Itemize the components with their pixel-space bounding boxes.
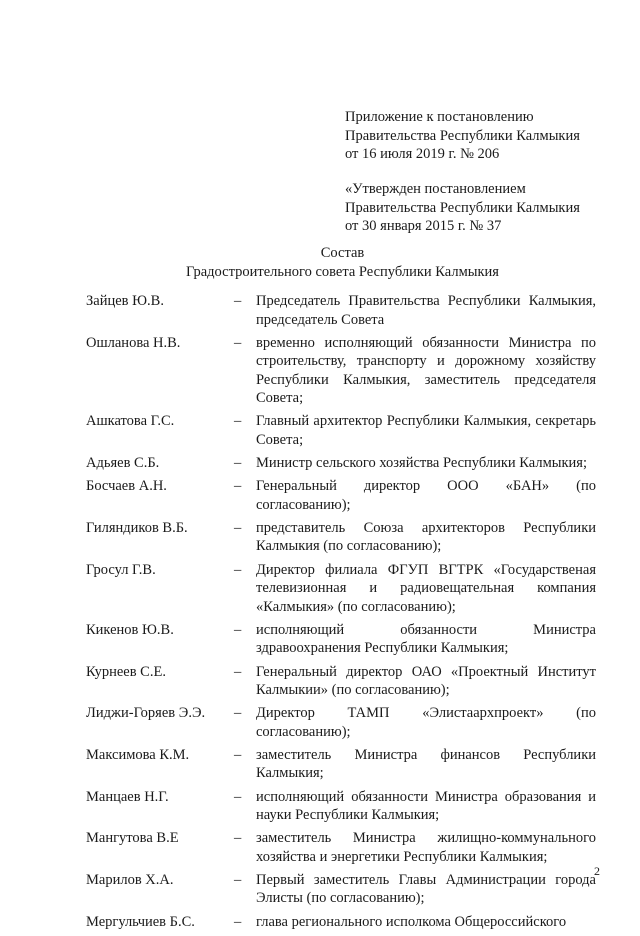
member-position: Министр сельского хозяйства Республики Калмыкия; xyxy=(256,455,588,472)
member-name: Босчаев А.Н. xyxy=(86,478,167,495)
member-row xyxy=(86,704,596,741)
member-name: Максимова К.М. xyxy=(86,746,190,763)
member-position: Первый заместитель Главы Администрации города Элисты (по согласованию); xyxy=(256,871,596,907)
member-name: Кикенов Ю.В. xyxy=(86,621,174,638)
member-name: Зайцев Ю.В. xyxy=(86,293,164,309)
member-position: Генеральный директор ООО «БАН» (по согласованию); xyxy=(256,478,596,513)
member-position: Председатель Правительства Республики Калмыкия, председатель Совета xyxy=(256,293,596,328)
member-position: исполняющий обязанности Министра здравоохранения Республики Калмыкия; xyxy=(256,621,596,657)
member-dash: – xyxy=(234,830,242,847)
member-row xyxy=(86,829,596,866)
member-name: Лиджи-Горяев Э.Э. xyxy=(86,705,206,722)
member-dash: – xyxy=(234,455,242,472)
member-name: Адьяев С.Б. xyxy=(86,455,160,472)
member-dash: – xyxy=(234,519,242,536)
member-row xyxy=(86,621,596,658)
member-position: Генеральный директор ОАО «Проектный Институт Калмыкии» (по согласованию); xyxy=(256,663,596,698)
member-dash: – xyxy=(234,705,242,722)
member-position: представитель Союза архитекторов Республики Калмыкия (по согласованию); xyxy=(256,519,596,555)
member-dash: – xyxy=(234,871,242,888)
member-name: Ошланова Н.В. xyxy=(86,334,181,351)
member-dash: – xyxy=(234,413,242,430)
appendix-header xyxy=(345,108,605,164)
member-row xyxy=(86,663,596,700)
member-row xyxy=(86,561,596,617)
approved-line-3: от 30 января 2015 г. № 37 xyxy=(345,218,502,234)
member-dash: – xyxy=(234,478,242,495)
member-dash: – xyxy=(234,334,242,351)
member-dash: – xyxy=(234,621,242,638)
member-name: Гиляндиков В.Б. xyxy=(86,519,188,536)
member-name: Манцаев Н.Г. xyxy=(86,788,169,805)
member-position: заместитель Министра финансов Республики Калмыкия; xyxy=(256,746,596,782)
member-dash: – xyxy=(234,293,242,309)
approved-header xyxy=(345,180,605,236)
approved-line-2: Правительства Республики Калмыкия xyxy=(345,199,580,216)
member-position: временно исполняющий обязанности Министра по строительству, транспорту и дорожному хозяйству Республики Калмыкия, заместитель председателя Совета; xyxy=(256,334,596,407)
member-row xyxy=(86,746,596,783)
title-line-1: Состав xyxy=(320,245,365,261)
member-dash: – xyxy=(234,746,242,763)
page-number: 2 xyxy=(594,864,600,878)
title-line-2: Градостроительного совета Республики Калмыкия xyxy=(186,263,499,280)
member-row xyxy=(86,519,596,556)
member-position: заместитель Министра жилищно-коммунального хозяйства и энергетики Республики Калмыкия; xyxy=(256,830,596,865)
member-row xyxy=(86,913,596,932)
member-name: Мангутова В.Е xyxy=(86,830,179,847)
member-row xyxy=(86,334,596,408)
member-position: Директор ТАМП «Элистаархпроект» (по согласованию); xyxy=(256,705,596,740)
member-name: Марилов Х.А. xyxy=(86,871,174,888)
appendix-line-1: Приложение к постановлению xyxy=(345,109,534,125)
member-position: глава регионального исполкома Общероссийского xyxy=(256,913,567,930)
document-title xyxy=(90,244,595,281)
member-name: Мергульчиев Б.С. xyxy=(86,913,195,930)
member-dash: – xyxy=(234,913,242,930)
appendix-line-2: Правительства Республики Калмыкия xyxy=(345,127,580,144)
member-row xyxy=(86,788,596,825)
member-row xyxy=(86,454,596,473)
member-dash: – xyxy=(234,663,242,680)
member-row xyxy=(86,477,596,514)
member-name: Гросул Г.В. xyxy=(86,561,156,578)
member-row xyxy=(86,292,596,329)
member-dash: – xyxy=(234,561,242,578)
appendix-line-3: от 16 июля 2019 г. № 206 xyxy=(345,146,500,162)
approved-line-1: «Утвержден постановлением xyxy=(345,181,526,197)
member-position: Главный архитектор Республики Калмыкия, секретарь Совета; xyxy=(256,413,596,448)
member-row xyxy=(86,412,596,449)
member-position: Директор филиала ФГУП ВГТРК «Государственая телевизионная и радиовещательная компания «Калмыкия» (по согласованию); xyxy=(256,561,596,615)
member-name: Курнеев С.Е. xyxy=(86,663,166,680)
member-dash: – xyxy=(234,788,242,805)
members-list xyxy=(86,292,596,936)
member-name: Ашкатова Г.С. xyxy=(86,413,175,430)
member-row xyxy=(86,871,596,908)
member-position: исполняющий обязанности Министра образования и науки Республики Калмыкия; xyxy=(256,788,596,824)
